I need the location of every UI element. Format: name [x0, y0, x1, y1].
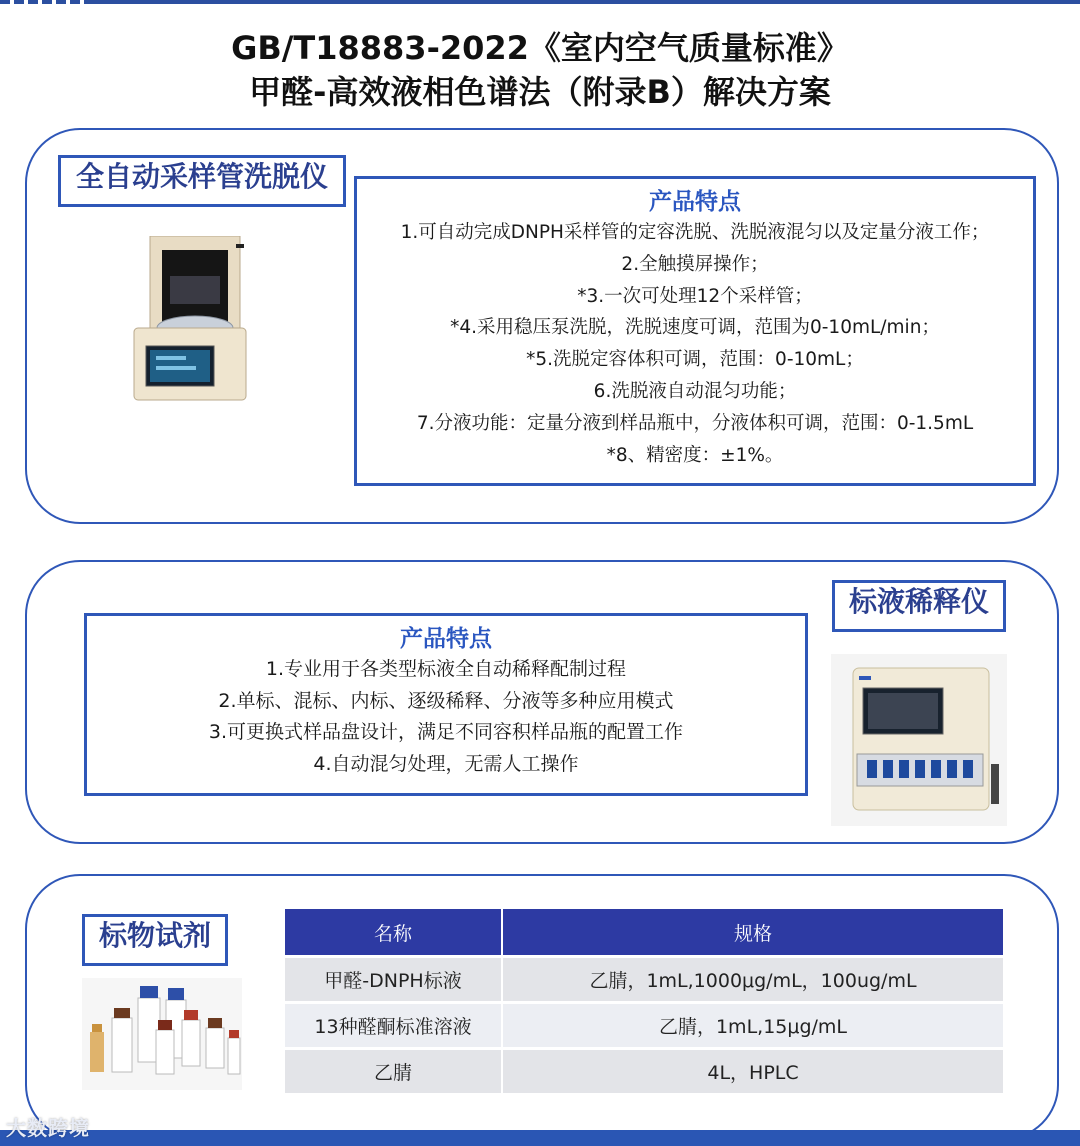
- table-header-name: 名称: [285, 909, 503, 955]
- section1-feature-8: *8、精密度：±1%。: [606, 444, 784, 466]
- page-title-line1: GB/T18883-2022《室内空气质量标准》: [231, 29, 849, 67]
- section2-feature-1: 1.专业用于各类型标液全自动稀释配制过程: [265, 658, 627, 680]
- table-cell-name: 乙腈: [285, 1047, 503, 1093]
- reagent-bottles-image: [82, 978, 242, 1090]
- eluter-device-image: [128, 236, 256, 404]
- table-cell-spec: 4L，HPLC: [503, 1047, 1003, 1093]
- reagent-table: [285, 909, 1003, 1093]
- section1-feature-6: 6.洗脱液自动混匀功能；: [593, 380, 797, 402]
- section2-features-box: [84, 613, 808, 796]
- bottom-bar: [0, 1130, 1080, 1146]
- section1-features-box: [354, 176, 1036, 486]
- section1-feature-2: 2.全触摸屏操作；: [621, 253, 769, 275]
- table-row: [285, 1001, 1003, 1047]
- top-bar-accent: [0, 0, 86, 4]
- diluter-device-image: [831, 654, 1007, 826]
- table-cell-name: 甲醛-DNPH标液: [285, 955, 503, 1001]
- table-row: [285, 955, 1003, 1001]
- section2-feature-4: 4.自动混匀处理，无需人工操作: [313, 752, 579, 775]
- section1-product-name: 全自动采样管洗脱仪: [58, 155, 346, 207]
- top-bar: [0, 0, 1080, 4]
- section2-feature-3: 3.可更换式样品盘设计，满足不同容积样品瓶的配置工作: [208, 721, 684, 743]
- watermark-text: 大数跨境: [6, 1116, 90, 1140]
- section2-feature-2: 2.单标、混标、内标、逐级稀释、分液等多种应用模式: [218, 689, 674, 712]
- page-title-line2: 甲醛-高效液相色谱法（附录B）解决方案: [249, 73, 831, 111]
- table-cell-spec: 乙腈，1mL,15μg/mL: [503, 1001, 1003, 1047]
- section1-feature-1: 1.可自动完成DNPH采样管的定容洗脱、洗脱液混匀以及定量分液工作；: [400, 222, 990, 243]
- section1-features-title: 产品特点: [649, 189, 741, 215]
- section1-feature-5: *5.洗脱定容体积可调，范围：0-10mL；: [526, 349, 864, 371]
- section1-feature-7: 7.分液功能：定量分液到样品瓶中，分液体积可调，范围：0-1.5mL: [416, 412, 974, 434]
- table-header-row: [285, 909, 1003, 955]
- section1-feature-4: *4.采用稳压泵洗脱，洗脱速度可调，范围为0-10mL/min；: [450, 317, 940, 339]
- table-header-spec: 规格: [503, 909, 1003, 955]
- table-row: [285, 1047, 1003, 1093]
- section2-features-title: 产品特点: [400, 626, 492, 652]
- table-cell-spec: 乙腈，1mL,1000μg/mL，100ug/mL: [503, 955, 1003, 1001]
- section2-product-name: 标液稀释仪: [832, 580, 1006, 632]
- table-cell-name: 13种醛酮标准溶液: [285, 1001, 503, 1047]
- section1-feature-3: *3.一次可处理12个采样管；: [577, 285, 813, 307]
- section3-product-name: 标物试剂: [82, 914, 228, 966]
